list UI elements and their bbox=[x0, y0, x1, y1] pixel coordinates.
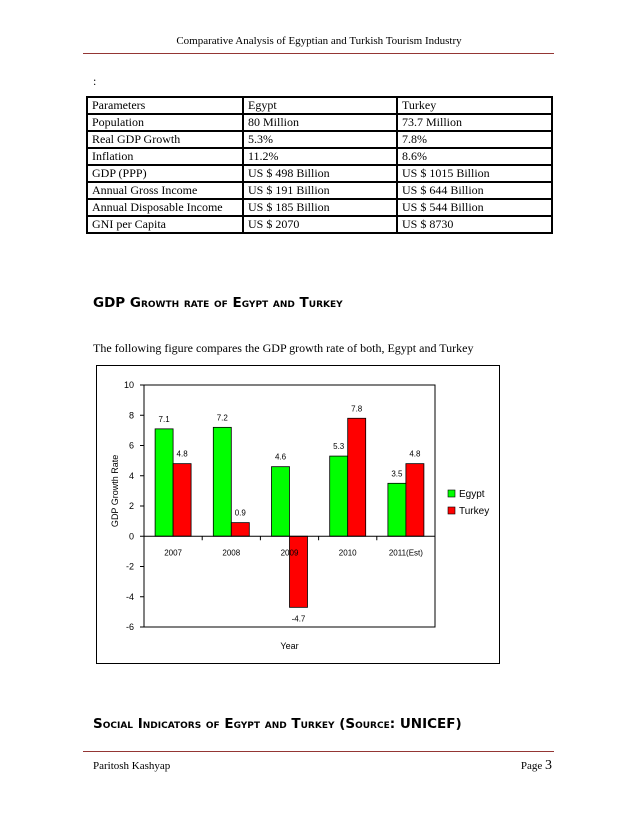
table-row bbox=[87, 148, 552, 165]
bar-egypt bbox=[213, 427, 231, 536]
parameters-table bbox=[86, 96, 553, 234]
gdp-bar-chart bbox=[97, 366, 499, 663]
table-row bbox=[87, 199, 552, 216]
table-header-cell: Turkey bbox=[397, 97, 552, 114]
table-cell: 7.8% bbox=[397, 131, 552, 148]
data-label: 4.8 bbox=[409, 449, 421, 459]
y-tick-label: -6 bbox=[125, 622, 134, 632]
data-label: -4.7 bbox=[291, 614, 306, 624]
table-cell: Inflation bbox=[87, 148, 243, 165]
data-label: 0.9 bbox=[234, 508, 246, 518]
y-tick-label: -4 bbox=[125, 591, 134, 602]
y-tick-label: 4 bbox=[128, 470, 134, 481]
data-label: 7.1 bbox=[158, 414, 170, 424]
bar-egypt bbox=[155, 429, 173, 536]
x-tick-label: 2010 bbox=[338, 548, 357, 558]
table-cell: US $ 644 Billion bbox=[397, 182, 552, 199]
y-axis-title: GDP Growth Rate bbox=[110, 454, 120, 528]
data-label: 5.3 bbox=[333, 442, 345, 452]
table-cell: GDP (PPP) bbox=[87, 165, 243, 182]
y-tick-label: 0 bbox=[128, 531, 134, 542]
x-tick-label: 2009 bbox=[280, 548, 299, 558]
table-cell: US $ 1015 Billion bbox=[397, 165, 552, 182]
legend-label-egypt: Egypt bbox=[459, 489, 485, 500]
table-cell: 80 Million bbox=[243, 114, 397, 131]
bar-egypt bbox=[388, 483, 406, 536]
table-row bbox=[87, 114, 552, 131]
table-cell: US $ 498 Billion bbox=[243, 165, 397, 182]
section-heading-social: Social Indicators of Egypt and Turkey (Source: UNICEF) bbox=[93, 716, 462, 732]
section-heading-gdp: GDP Growth rate of Egypt and Turkey bbox=[93, 295, 343, 311]
page-label: Page bbox=[520, 760, 543, 772]
y-tick-label: 2 bbox=[128, 501, 134, 511]
running-header: Comparative Analysis of Egyptian and Turkish Tourism Industry bbox=[176, 35, 462, 47]
legend-swatch-egypt bbox=[448, 490, 455, 497]
table-row bbox=[87, 182, 552, 199]
legend-label-turkey: Turkey bbox=[459, 506, 490, 517]
y-tick-label: 6 bbox=[128, 440, 134, 451]
table-cell: US $ 2070 bbox=[243, 216, 397, 233]
x-tick-label: 2007 bbox=[164, 548, 182, 558]
y-tick-label: -2 bbox=[125, 561, 134, 572]
table-header-cell: Parameters bbox=[87, 97, 243, 114]
bar-turkey bbox=[173, 464, 191, 537]
bar-turkey bbox=[231, 523, 249, 537]
y-tick-label: 10 bbox=[123, 380, 134, 390]
bar-turkey bbox=[290, 536, 308, 607]
data-label: 7.8 bbox=[351, 404, 363, 414]
data-label: 7.2 bbox=[216, 413, 228, 423]
x-tick-label: 2008 bbox=[222, 548, 241, 558]
data-label: 3.5 bbox=[391, 469, 403, 479]
table-row bbox=[87, 165, 552, 182]
table-cell: US $ 544 Billion bbox=[397, 199, 552, 216]
intro-paragraph: The following figure compares the GDP growth rate of both, Egypt and Turkey bbox=[93, 341, 474, 355]
x-axis-title: Year bbox=[280, 641, 299, 651]
header-rule bbox=[83, 53, 554, 54]
table-cell: US $ 8730 bbox=[397, 216, 552, 233]
bar-turkey bbox=[406, 464, 424, 537]
table-cell: 8.6% bbox=[397, 148, 552, 165]
table-cell: Population bbox=[87, 114, 243, 131]
table-cell: Annual Disposable Income bbox=[87, 199, 243, 216]
footer-page bbox=[521, 758, 552, 774]
table-row bbox=[87, 131, 552, 148]
bar-egypt bbox=[272, 467, 290, 537]
bar-turkey bbox=[348, 418, 366, 536]
bar-egypt bbox=[330, 456, 348, 536]
table-row bbox=[87, 216, 552, 233]
footer-rule bbox=[83, 751, 554, 752]
chart-frame bbox=[96, 365, 500, 664]
legend-swatch-turkey bbox=[448, 507, 455, 514]
table-cell: GNI per Capita bbox=[87, 216, 243, 233]
colon-mark: : bbox=[93, 74, 97, 88]
data-label: 4.8 bbox=[176, 449, 188, 459]
table-cell: US $ 185 Billion bbox=[243, 199, 397, 216]
y-tick-label: 8 bbox=[128, 410, 134, 421]
table-cell: Real GDP Growth bbox=[87, 131, 243, 148]
table-cell: 5.3% bbox=[243, 131, 397, 148]
table-cell: 11.2% bbox=[243, 148, 397, 165]
table-header-row bbox=[87, 97, 552, 114]
table-cell: 73.7 Million bbox=[397, 114, 552, 131]
page-number: 3 bbox=[545, 758, 552, 773]
table-cell: US $ 191 Billion bbox=[243, 182, 397, 199]
data-label: 4.6 bbox=[274, 452, 287, 462]
x-tick-label: 2011(Est) bbox=[388, 548, 423, 558]
table-header-cell: Egypt bbox=[243, 97, 397, 114]
table-cell: Annual Gross Income bbox=[87, 182, 243, 199]
footer-author: Paritosh Kashyap bbox=[93, 760, 171, 772]
